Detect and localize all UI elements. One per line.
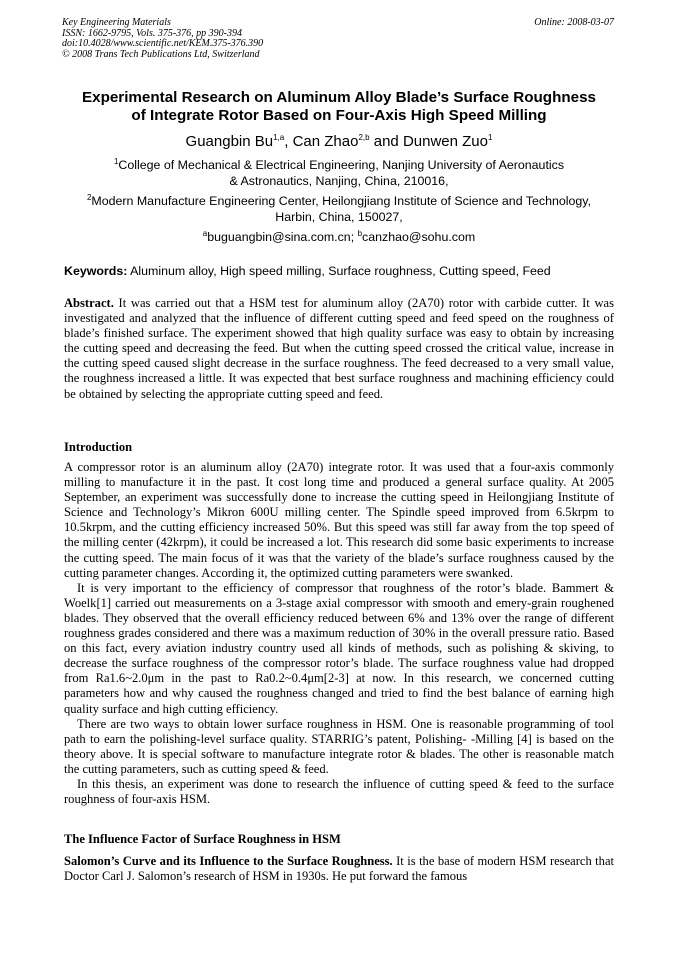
email-a: buguangbin@sina.com.cn; xyxy=(207,230,358,244)
issn-line: ISSN: 1662-9795, Vols. 375-376, pp 390-394 xyxy=(62,27,242,39)
journal-name: Key Engineering Materials xyxy=(62,17,171,28)
paragraph: A compressor rotor is an aluminum alloy (2A70) integrate rotor. It was used that a four-axis commonly milling to manufacture it in the past. It cost long time and produced a general surface quality. At 2005 September, an experiment was successfully done to increase the cutting speed in Heilongjiang Institute of Science and Technology’s Mikron 600U milling center. The Spindle speed improved from 6.5krpm to 10.5krpm, and the cutting efficiency increased 50%. But this speed was still far away from the top speed of the milling center (42krpm), it could be increased a lot. This research did some basic experiments to increase the cutting speed. The main focus of it was that the variety of the blade’s surface roughness caused by the cutting parameter changes. According it, the optimized cutting parameters were swanked. xyxy=(64,460,614,580)
affiliation-text: College of Mechanical & Electrical Engineering, Nanjing University of Aeronautics xyxy=(118,158,565,172)
author-list xyxy=(40,133,638,151)
keywords-label: Keywords: xyxy=(64,264,128,278)
author-emails xyxy=(40,230,638,245)
affiliation-superscript: 1 xyxy=(113,156,119,166)
email-superscript: b xyxy=(357,228,363,238)
author-name: Guangbin Bu xyxy=(185,133,274,150)
author-superscript: 2,b xyxy=(358,133,370,142)
abstract-text: It was carried out that a HSM test for aluminum alloy (2A70) rotor with carbide cutter. It was investigated and analyzed that the influence of different cutting speed and feed speed on the roughness of blade’s finished surface. The experiment showed that high quality surface was easy to obtain by increasing the cutting speed and decreasing the feed. But when the cutting speed crossed the critical value, increase in the cutting speed caused slight decrease in the surface roughness. The feed decreased to a very small value, the roughness increased a little. It was expected that best surface roughness and machining efficiency could be obtained by selecting the appropriate cutting speed and feed. xyxy=(64,296,614,401)
affiliation-text: Modern Manufacture Engineering Center, Heilongjiang Institute of Science and Technology, xyxy=(91,194,592,208)
paragraph: It is very important to the efficiency of compressor that roughness of the rotor’s blade. Bammert & Woelk[1] carried out measurements on a 3-stage axial compressor with smooth and emery-grain roughened blades. They observed that the overall efficiency reduced between 6% and 13% over the range of different roughness grades considered and there was a maximum reduction of 30% in the overall pressure ratio. Based on this fact, every aviation industry country used all kinds of methods, such as polishing & skiving, to decrease the surface roughness of the compressor rotor’s blade. The surface roughness value had dropped from Ra1.6~2.0μm in the past to Ra0.2~0.4μm[2-3] at now. In this research, we concerned cutting parameters how and why caused the roughness changed and tried to find the best balance of earning high quality surface and high cutting efficiency. xyxy=(64,580,614,716)
section-heading-introduction: Introduction xyxy=(64,440,133,454)
doi-line: doi:10.4028/www.scientific.net/KEM.375-376.390 xyxy=(62,38,264,50)
author-superscript: 1,a xyxy=(273,133,285,142)
keywords xyxy=(64,264,614,279)
journal-header xyxy=(62,18,614,60)
section-heading-influence-factor: The Influence Factor of Surface Roughness in HSM xyxy=(64,832,341,846)
author-name: , Can Zhao xyxy=(284,133,359,150)
email-b: canzhao@sohu.com xyxy=(362,230,476,244)
keywords-text: Aluminum alloy, High speed milling, Surface roughness, Cutting speed, Feed xyxy=(127,264,551,278)
author-superscript: 1 xyxy=(488,133,493,142)
paragraph-text: It is the base of modern HSM research that Doctor Carl J. Salomon’s research of HSM in 1930s. He put forward the famous xyxy=(64,854,614,884)
abstract xyxy=(64,296,614,402)
affiliation-2 xyxy=(50,194,628,225)
abstract-label: Abstract. xyxy=(64,296,114,310)
affiliation-1 xyxy=(50,158,628,189)
copyright-line: © 2008 Trans Tech Publications Ltd, Switzerland xyxy=(62,48,260,60)
paragraph: There are two ways to obtain lower surface roughness in HSM. One is reasonable programming of tool path to earn the polishing-level surface quality. STARRIG’s patent, Polishing- -Milling [4] is based on the theory above. It is special software to manufacture integrate rotor & blades. The other is reasonable match the cutting parameters, such as cutting speed & feed. xyxy=(64,716,614,776)
online-date: Online: 2008-03-07 xyxy=(534,17,614,28)
affiliation-superscript: 2 xyxy=(86,192,92,202)
paper-title xyxy=(40,89,638,124)
introduction-body xyxy=(64,460,614,807)
author-name: and Dunwen Zuo xyxy=(369,133,488,150)
paragraph: In this thesis, an experiment was done to research the influence of cutting speed & feed to the surface roughness of four-axis HSM. xyxy=(64,776,614,807)
email-superscript: a xyxy=(202,228,208,238)
affiliation-text: Harbin, China, 150027, xyxy=(275,209,403,224)
title-line-1: Experimental Research on Aluminum Alloy Blade’s Surface Roughness xyxy=(82,89,596,106)
affiliation-text: & Astronautics, Nanjing, China, 210016, xyxy=(229,173,449,188)
subsection-lead: Salomon’s Curve and its Influence to the Surface Roughness. xyxy=(64,854,393,868)
salomon-paragraph xyxy=(64,854,614,884)
title-line-2: of Integrate Rotor Based on Four-Axis High Speed Milling xyxy=(131,106,547,124)
